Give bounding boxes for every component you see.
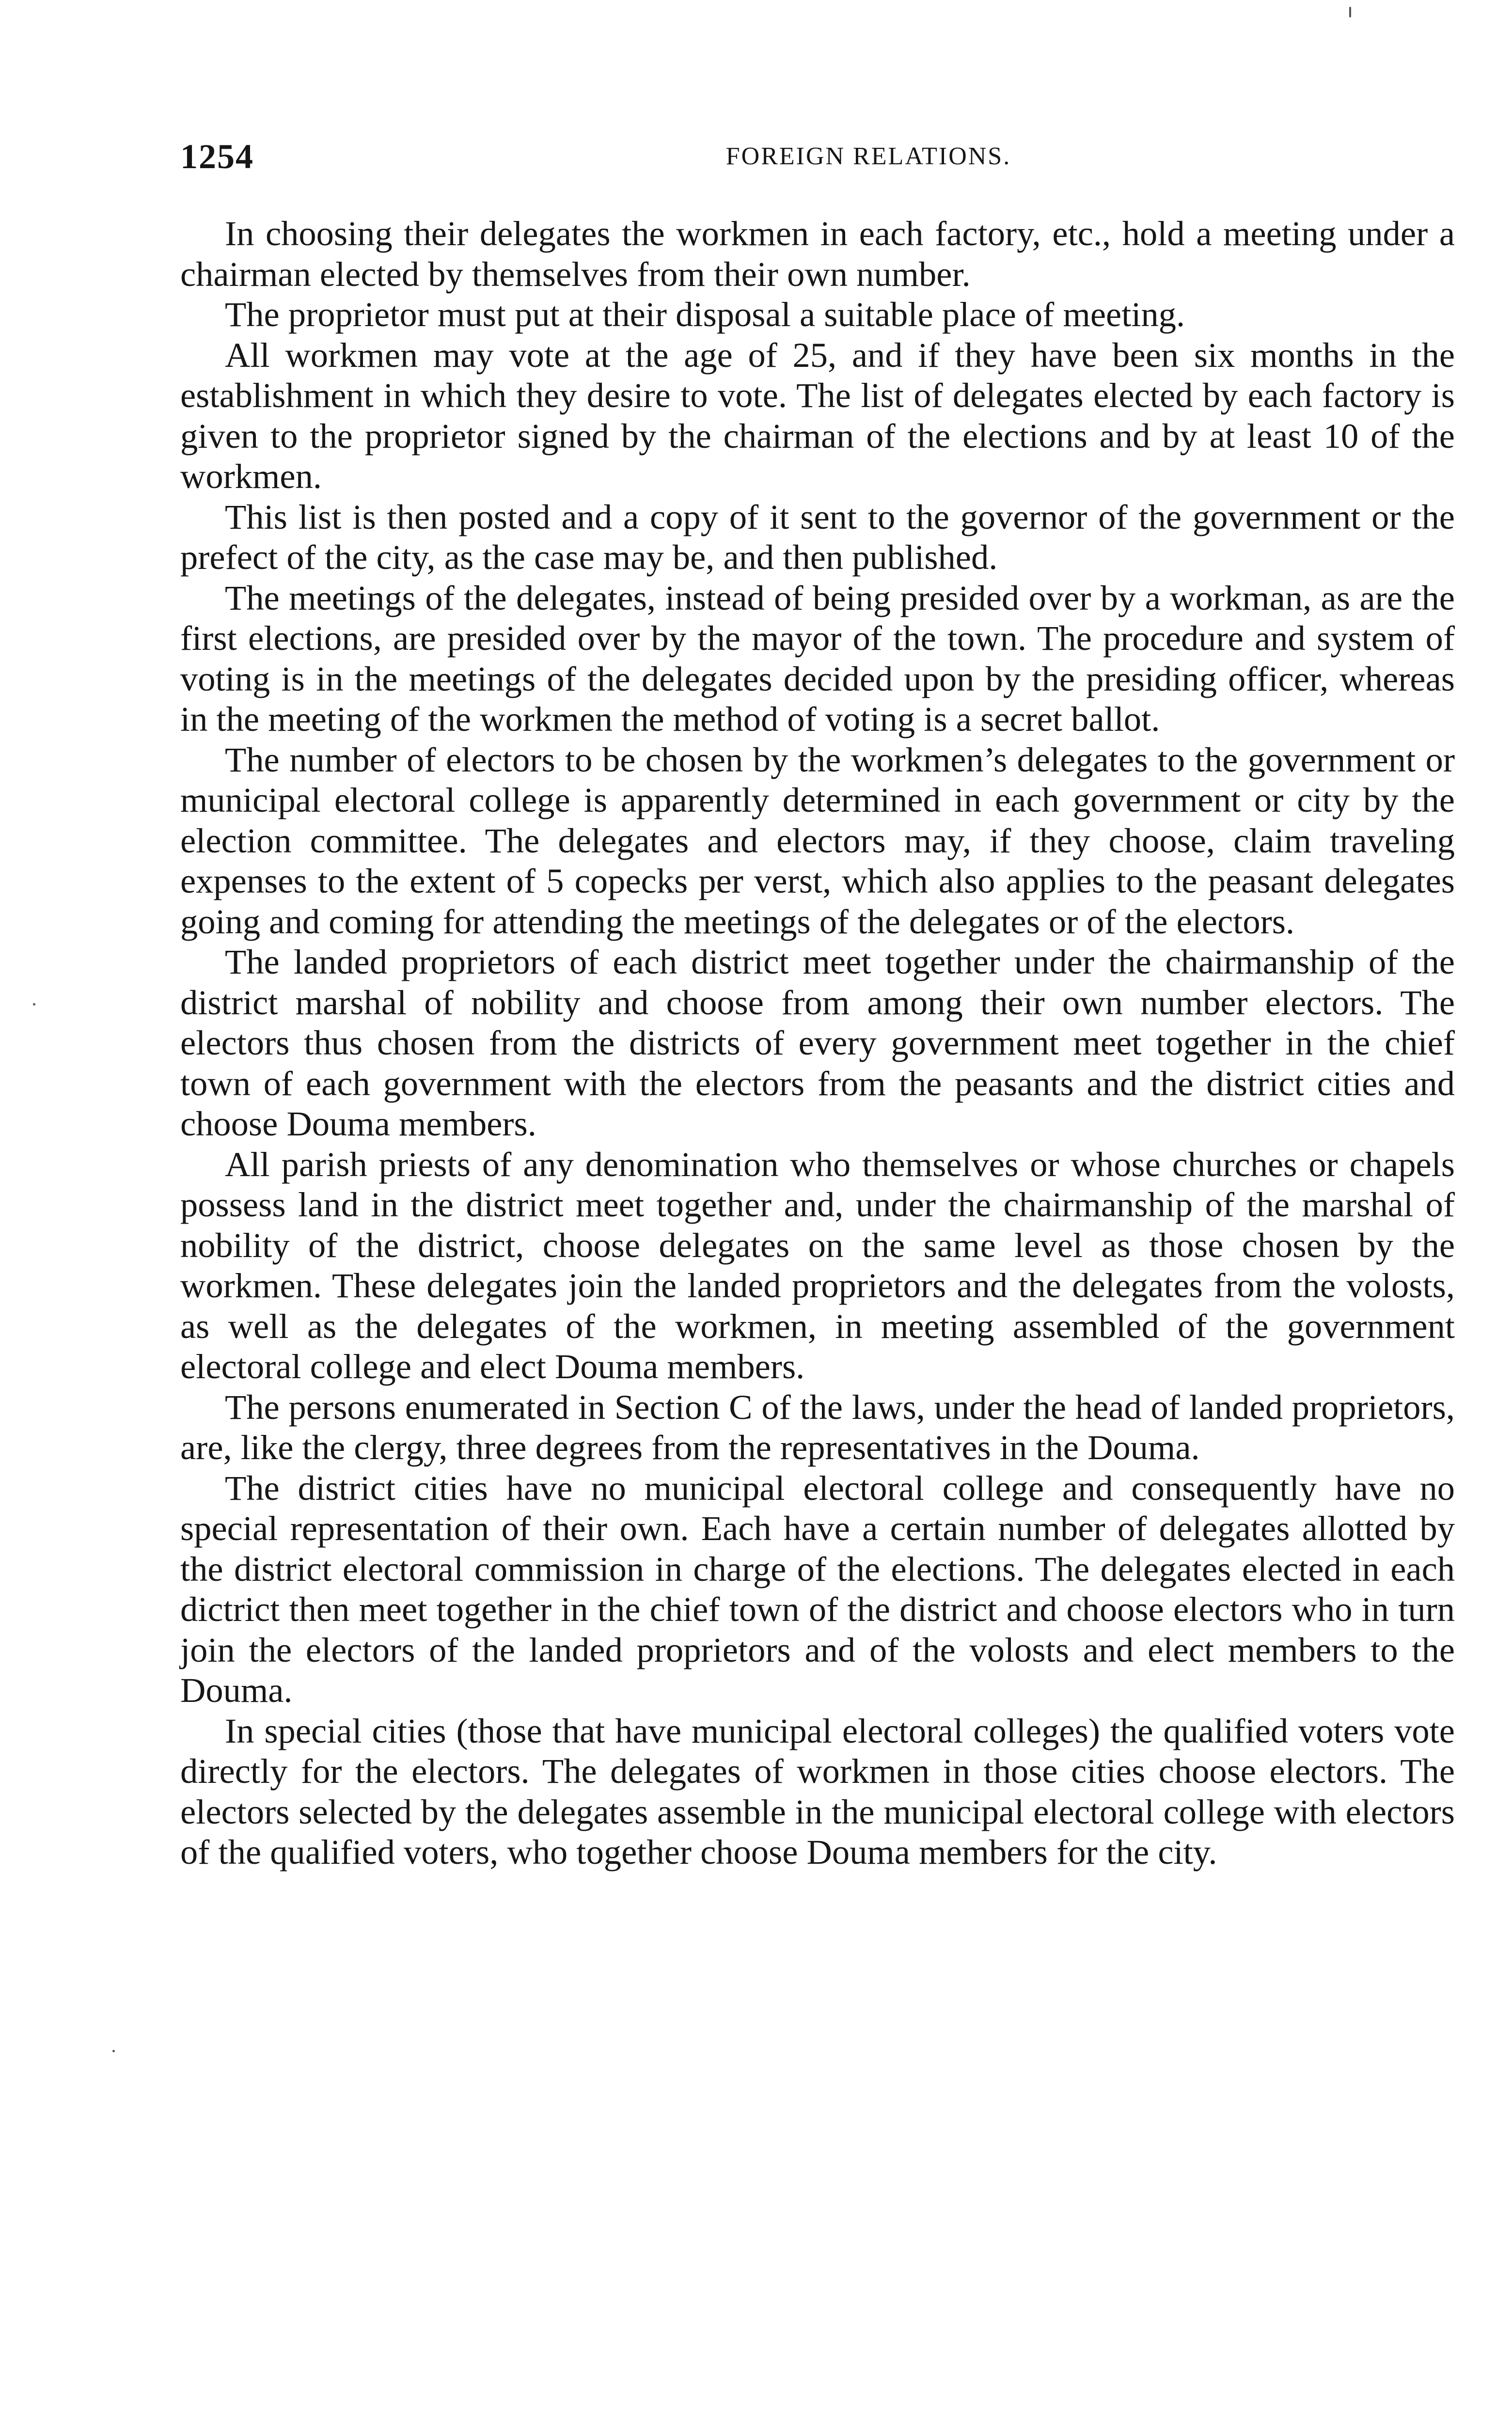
page-number: 1254 (180, 137, 254, 176)
scan-speck (1349, 7, 1351, 17)
running-head: FOREIGN RELATIONS. (725, 142, 1011, 170)
paragraph: All workmen may vote at the age of 25, and if they have been six months in the establishment in which they desire to vote. The list of delegates elected by each factory is given to the proprietor signed by the chairman of the elections and by at least 10 of the workmen. (180, 335, 1455, 496)
page-header (180, 130, 1455, 183)
paragraph: The district cities have no municipal electoral college and consequently have no special representation of their own. Each have a certain number of delegates allotted by the district electoral commission in charge of the elections. The delegates elected in each dictrict then meet together in the chief town of the district and choose electors who in turn join the electors of the landed proprietors and of the volosts and elect members to the Douma. (180, 1468, 1455, 1710)
paragraph: The persons enumerated in Section C of the laws, under the head of landed proprietors, are, like the clergy, three degrees from the representatives in the Douma. (180, 1387, 1455, 1467)
scan-speck (112, 2050, 115, 2052)
paragraph: The proprietor must put at their disposal a suitable place of meeting. (225, 295, 1185, 334)
paragraph: In choosing their delegates the workmen in each factory, etc., hold a meeting under a chairman elected by themselves from their own number. (180, 214, 1455, 294)
paragraph: The landed proprietors of each district meet together under the chairmanship of the district marshal of nobility and choose from among their own number electors. The electors thus chosen from the districts of every government meet together in the chief town of each government with the electors from the peasants and the district cities and choose Douma members. (180, 942, 1455, 1143)
paragraph: This list is then posted and a copy of it sent to the governor of the government or the prefect of the city, as the case may be, and then published. (180, 497, 1455, 577)
paragraph: All parish priests of any denomination who themselves or whose churches or chapels possess land in the district meet together and, under the chairmanship of the marshal of nobility of the district, choose delegates on the same level as those chosen by the workmen. These delegates join the landed proprietors and the delegates from the volosts, as well as the delegates of the workmen, in meeting assembled of the government electoral college and elect Douma members. (180, 1144, 1455, 1386)
body-text (180, 213, 1455, 1872)
paragraph: The number of electors to be chosen by the workmen’s delegates to the government or municipal electoral college is apparently determined in each government or city by the election committee. The delegates and electors may, if they choose, claim traveling expenses to the extent of 5 copecks per verst, which also applies to the peasant delegates going and coming for attending the meetings of the delegates or of the electors. (180, 739, 1455, 941)
paragraph: The meetings of the delegates, instead of being presided over by a workman, as are the first elections, are presided over by the mayor of the town. The procedure and system of voting is in the meetings of the delegates decided upon by the presiding officer, whereas in the meeting of the workmen the method of voting is a secret ballot. (180, 578, 1455, 739)
scan-speck (33, 1003, 35, 1006)
paragraph: In special cities (those that have municipal electoral colleges) the qualified voters vote directly for the electors. The delegates of workmen in those cities choose electors. The electors selected by the delegates assemble in the municipal electoral college with electors of the qualified voters, who together choose Douma members for the city. (180, 1711, 1455, 1872)
